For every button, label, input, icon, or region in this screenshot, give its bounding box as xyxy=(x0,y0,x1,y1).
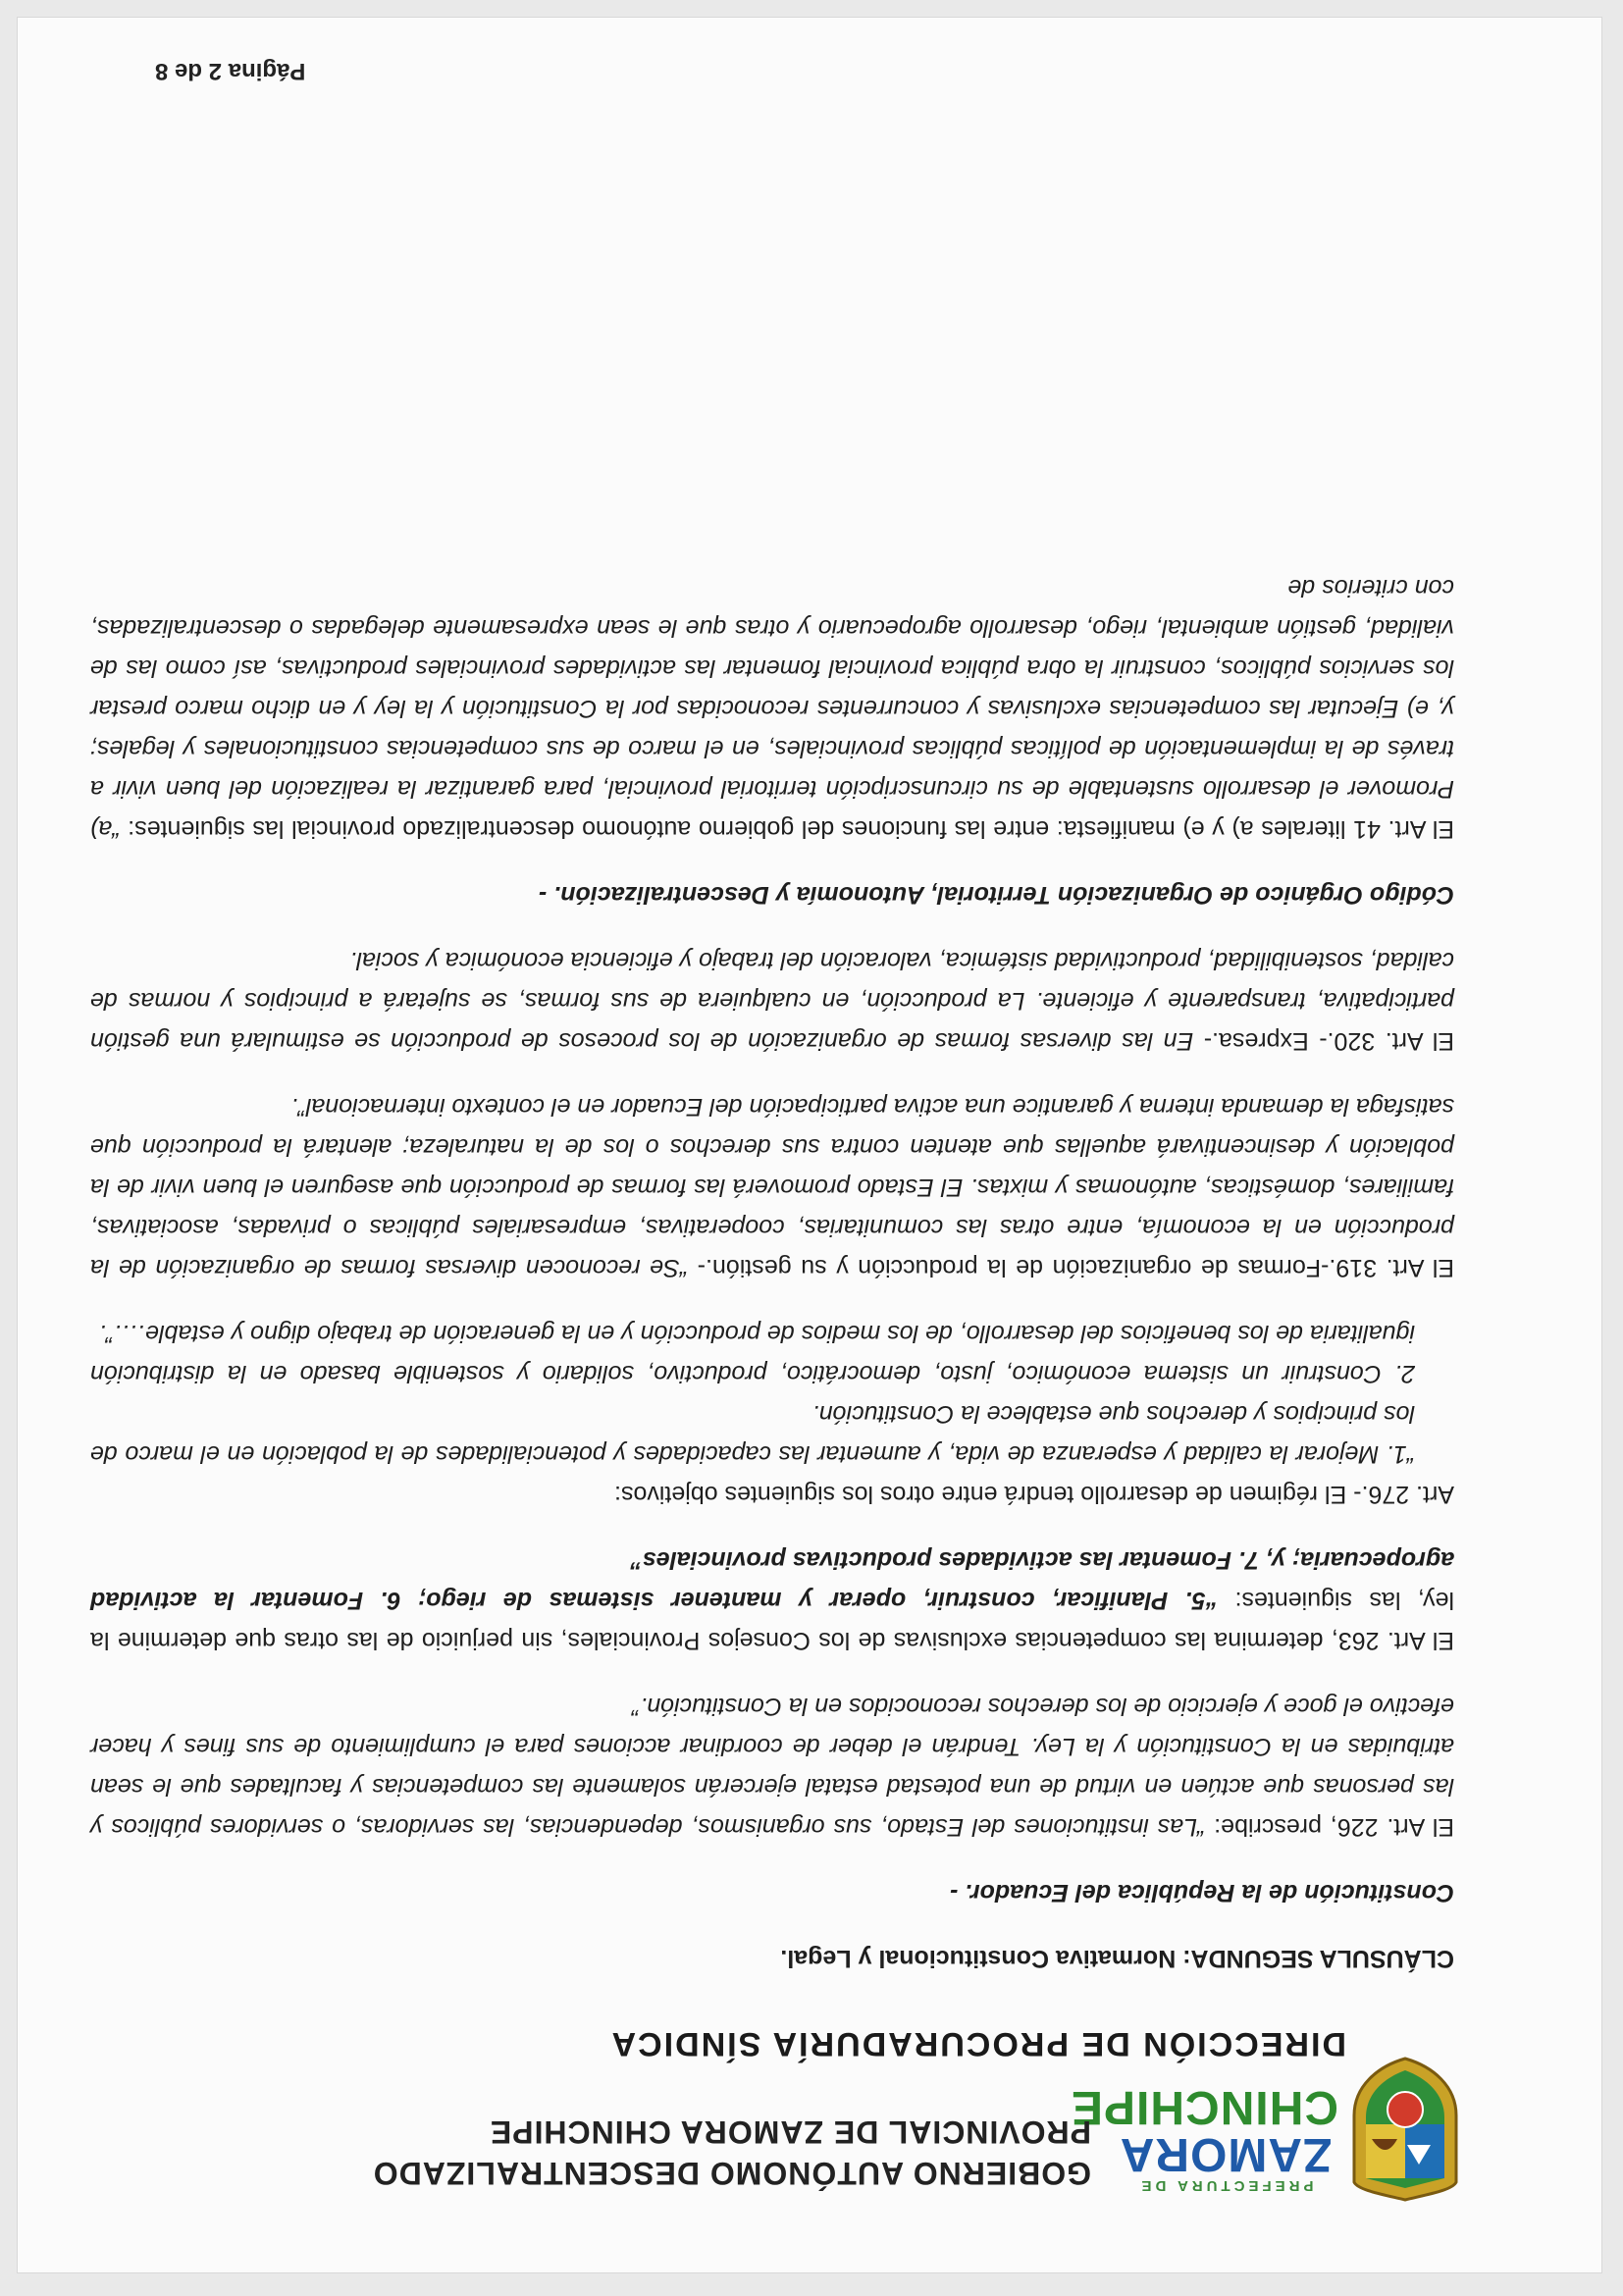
paragraph-art-263 xyxy=(90,1539,1454,1660)
letterhead xyxy=(71,1988,1464,2204)
paragraph-art-320 xyxy=(90,940,1454,1061)
art-319-lead: El Art. 319.-Formas de organización de la producción y su gestión.- xyxy=(688,1254,1454,1281)
art-276-item-1: “1. Mejorar la calidad y esperanza de vida, y aumentar las capacidades y potencialidades de la población en el marco de los principios y derechos que establece la Constitución. xyxy=(90,1400,1415,1468)
art-263-lead: El Art. 263, determina las competencias exclusivas de los Consejos Provinciales, sin perjuicio de las otras que determine la ley, las siguientes: xyxy=(90,1587,1454,1654)
art-276-item-2: 2. Construir un sistema económico, justo, democrático, productivo, solidario y sostenible basado en la distribución igualitaria de los beneficios del desarrollo, de los medios de producción y en la generación de trabajo digno y estable….”. xyxy=(90,1320,1415,1387)
art-320-quote: En las diversas formas de organización de los procesos de producción se estimulará una gestión participativa, transparente y eficiente. La producción, en cualquiera de sus formas, se sujetará a principios y normas de calidad, sostenibilidad, productividad sistémica, valoración del trabajo y eficiencia económica y social. xyxy=(90,947,1454,1055)
clause-title: CLÁUSULA SEGUNDA: Normativa Constitucional y Legal. xyxy=(780,1945,1454,1972)
department-title: DIRECCIÓN DE PROCURADURÍA SÍNDICA xyxy=(609,2025,1346,2062)
art-226-quote: “Las instituciones del Estado, sus organismos, dependencias, las servidoras, o servidores públicos y las personas que actúen en virtud de una potestad estatal ejercerán solamente las competencias y facultades que le sean atribuidas en la Constitución y la Ley. Tendrán el deber de coordinar acciones para el cumplimiento de sus fines y hacer efectivo el goce y ejercicio de los derechos reconocidos en la Constitución.” xyxy=(89,1693,1454,1841)
paragraph-art-276: Art. 276.- El régimen de desarrollo tendrá entre otros los siguientes objetivos: xyxy=(613,1481,1454,1508)
paragraph-art-41 xyxy=(90,567,1454,849)
section-heading-cootad: Código Orgánico de Organización Territorial, Autonomía y Descentralización. - xyxy=(538,881,1454,909)
art-320-lead: El Art. 320.- Expresa.- xyxy=(1193,1027,1454,1055)
document-body xyxy=(90,542,1454,1978)
logo-prefix: PREFECTURA DE xyxy=(1137,2177,1314,2194)
logo-word-chinchipe: CHINCHIPE xyxy=(1070,2081,1338,2133)
prefecture-logo xyxy=(1070,2081,1338,2194)
art-41-quote: “a) Promover el desarrollo sustentable de su circunscripción territorial provincial, para garantizar la realización del buen vivir a través de la implementación de políticas públicas provinciales, en el marco de sus competencias constitucionales y legales; y, e) Ejecutar las competencias exclusivas y concurrentes reconocidas por la Constitución y la ley y en dicho marco prestar los servicios públicos, construir la obra pública provincial fomentar las actividades provinciales productivas, así como las de vialidad, gestión ambiental, riego, desarrollo agropecuario y otras que le sean expresamente delegadas o descentralizadas, con criterios de xyxy=(90,574,1454,843)
paragraph-art-319 xyxy=(90,1086,1454,1287)
paragraph-art-226 xyxy=(90,1686,1454,1847)
institution-name xyxy=(90,2112,1091,2194)
art-226-lead: El Art. 226, prescribe: xyxy=(1205,1813,1454,1841)
institution-name-line2: PROVINCIAL DE ZAMORA CHINCHIPE xyxy=(489,2114,1091,2150)
art-263-quote: “5. Planificar, construir, operar y mantener sistemas de riego; 6. Fomentar la actividad agropecuaria; y, 7. Fomentar las actividades productivas provinciales” xyxy=(90,1546,1454,1614)
art-41-lead: El Art. 41 literales a) y e) manifiesta: entre las funciones del gobierno autónomo descentralizado provincial las siguientes: xyxy=(120,815,1454,843)
paper-sheet xyxy=(18,18,1601,2272)
institution-name-line1: GOBIERNO AUTÓNOMO DESCENTRALIZADO xyxy=(372,2156,1091,2191)
section-heading-constitucion: Constitución de la República del Ecuador. - xyxy=(950,1879,1454,1906)
page-number: Página 2 de 8 xyxy=(155,58,306,84)
art-319-quote: “Se reconocen diversas formas de organización de la producción en la economía, entre otras las comunitarias, cooperativas, empresariales públicas o privadas, asociativas, familiares, domésticas, autónomas y mixtas. El Estado promoverá las formas de producción que aseguren el buen vivir de la población y desincentivará aquellas que atenten contra sus derechos o los de la naturaleza; alentará la producción que satisfaga la demanda interna y garantice una activa participación del Ecuador en el contexto internacional”. xyxy=(90,1093,1454,1281)
logo-word-zamora: ZAMORA xyxy=(1119,2128,1333,2180)
provincial-coat-of-arms-icon xyxy=(1346,2057,1464,2204)
